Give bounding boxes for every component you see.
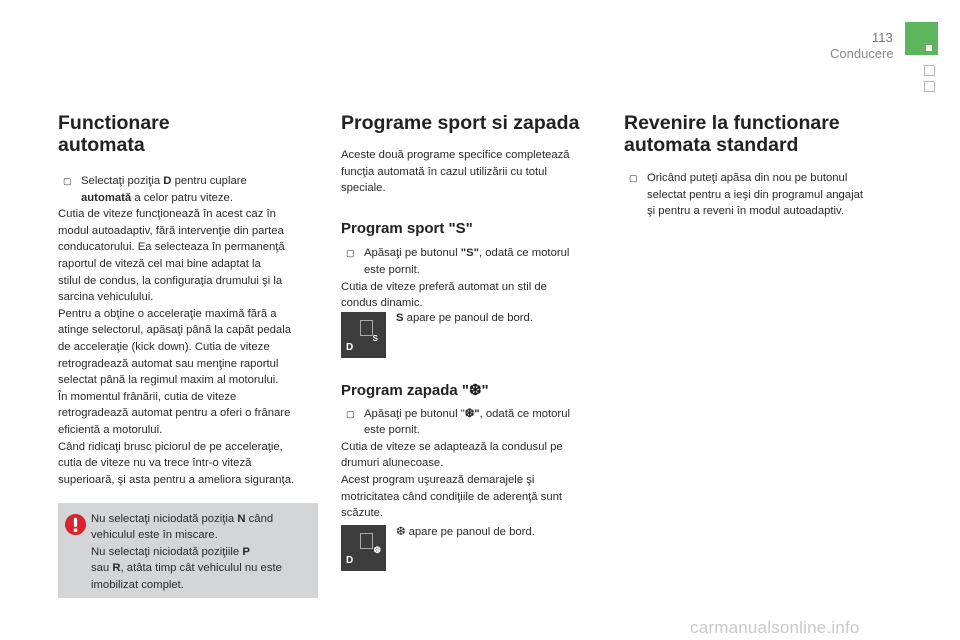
column-revenire	[624, 112, 894, 220]
warning-text: Nu selectaţi niciodată poziţia N când vehiculul este în miscare. Nu selectaţi niciodată poziţiile P sau R, atâta timp cât vehiculul nu este imobilizat complet.	[91, 513, 282, 591]
body-text	[58, 206, 320, 488]
heading-programe-sport-zapada: Programe sport si zapada	[341, 112, 580, 134]
chapter-marker-empty	[924, 65, 935, 76]
warning-exclamation-icon	[64, 513, 87, 536]
bullet-icon: ▢	[63, 176, 72, 186]
sport-caption: S apare pe panoul de bord.	[396, 312, 533, 324]
heading-program-sport: Program sport "S"	[341, 219, 473, 237]
section-program-zapada: Program zapada "❆" ▢ Apăsaţi pe butonul "❆", odată ce motorul este pornit. Cutia de viteze se adaptează la condusul pe drumuri alunecoase. Acest program uşurează demarajele şi motricitatea când condiţiile de aderenţă sunt scăzute.	[341, 383, 601, 522]
body-line: selectat până la regimul maxim al motorului.	[58, 374, 279, 387]
column-functionare-automata	[58, 112, 320, 488]
instruction-bullet: ▢ Selectaţi poziţia D pentru cuplare automată a celor patru viteze.	[63, 175, 247, 204]
heading-program-zapada: Program zapada "❆"	[341, 382, 489, 399]
heading-revenire: Revenire la functionare automata standard	[624, 112, 840, 156]
body-line: atinge selectorul, apăsaţi până la capăt pedala	[58, 324, 292, 337]
heading-functionare-automata: Functionare automata	[58, 112, 170, 156]
body-line: retrogradează automat pentru a oferi o frânare	[58, 407, 291, 420]
warning-box	[58, 503, 318, 598]
body-line: stilul de condus, la configuraţia drumului şi la	[58, 274, 283, 287]
chapter-marker-empty	[924, 81, 935, 92]
dashboard-sport-indicator-icon: D S	[341, 312, 386, 358]
body-line: de acceleraţie (kick down). Cutia de viteze	[58, 340, 270, 353]
body-line: Pentru a obţine o acceleraţie maximă fără a	[58, 307, 277, 320]
body-line: modul autoadaptiv, fără intervenţie din partea	[58, 224, 284, 237]
body-line: cutia de viteze nu va trece într-o viteză	[58, 457, 252, 470]
watermark: carmanualsonline.info	[690, 618, 860, 637]
body-line: raportul de viteză cel mai bine adaptat la	[58, 257, 261, 270]
dashboard-snow-indicator-icon: D ❆	[341, 525, 386, 571]
bullet-icon: ▢	[346, 248, 355, 259]
body-line: retrogradează automat sau menţine raportul	[58, 357, 279, 370]
gear-display-icon	[360, 320, 373, 336]
chapter-tab	[905, 22, 938, 55]
body-line: Cutia de viteze funcţionează în acest caz în	[58, 208, 276, 221]
body-line: Când ridicaţi brusc piciorul de pe acceleraţie,	[58, 440, 283, 453]
intro-text: Aceste două programe specifice completează funcţia automată în cazul utilizării cu totul speciale.	[341, 149, 570, 195]
snow-instruction-bullet: ▢ Apăsaţi pe butonul "❆", odată ce motorul este pornit.	[346, 407, 570, 437]
bullet-icon: ▢	[629, 173, 638, 183]
gear-display-icon	[360, 533, 373, 549]
bullet-icon: ▢	[346, 408, 355, 419]
body-line: superioară, şi asta pentru a ameliora siguranţa.	[58, 473, 295, 486]
revenire-instruction-bullet: ▢ Oricând puteţi apăsa din nou pe butonul selectat pentru a ieşi din programul angajat şi pentru a reveni în modul autoadaptiv.	[629, 172, 864, 218]
body-line: sarcina vehiculului.	[58, 291, 154, 304]
sport-instruction-bullet: ▢ Apăsaţi pe butonul "S", odată ce motorul este pornit.	[346, 247, 570, 276]
chapter-tab-marker	[926, 45, 932, 51]
snow-caption: ❆ apare pe panoul de bord.	[396, 526, 535, 538]
body-line: conducatorului. Ea selecteaza în permanenţă	[58, 241, 285, 254]
column-programe-sport-zapada: Programe sport si zapada Aceste două programe specifice completează funcţia automată în cazul utilizării cu totul speciale. Program sport "S" ▢ Apăsaţi pe butonul "S", odată ce motorul este pornit. Cutia de viteze preferă automat un stil de condus dinamic.	[341, 112, 601, 312]
body-line: eficientă a motorului.	[58, 423, 163, 436]
body-line: În momentul frânării, cutia de viteze	[58, 390, 237, 403]
section-title: Conducere	[830, 46, 894, 61]
page-number: 113	[872, 30, 893, 45]
